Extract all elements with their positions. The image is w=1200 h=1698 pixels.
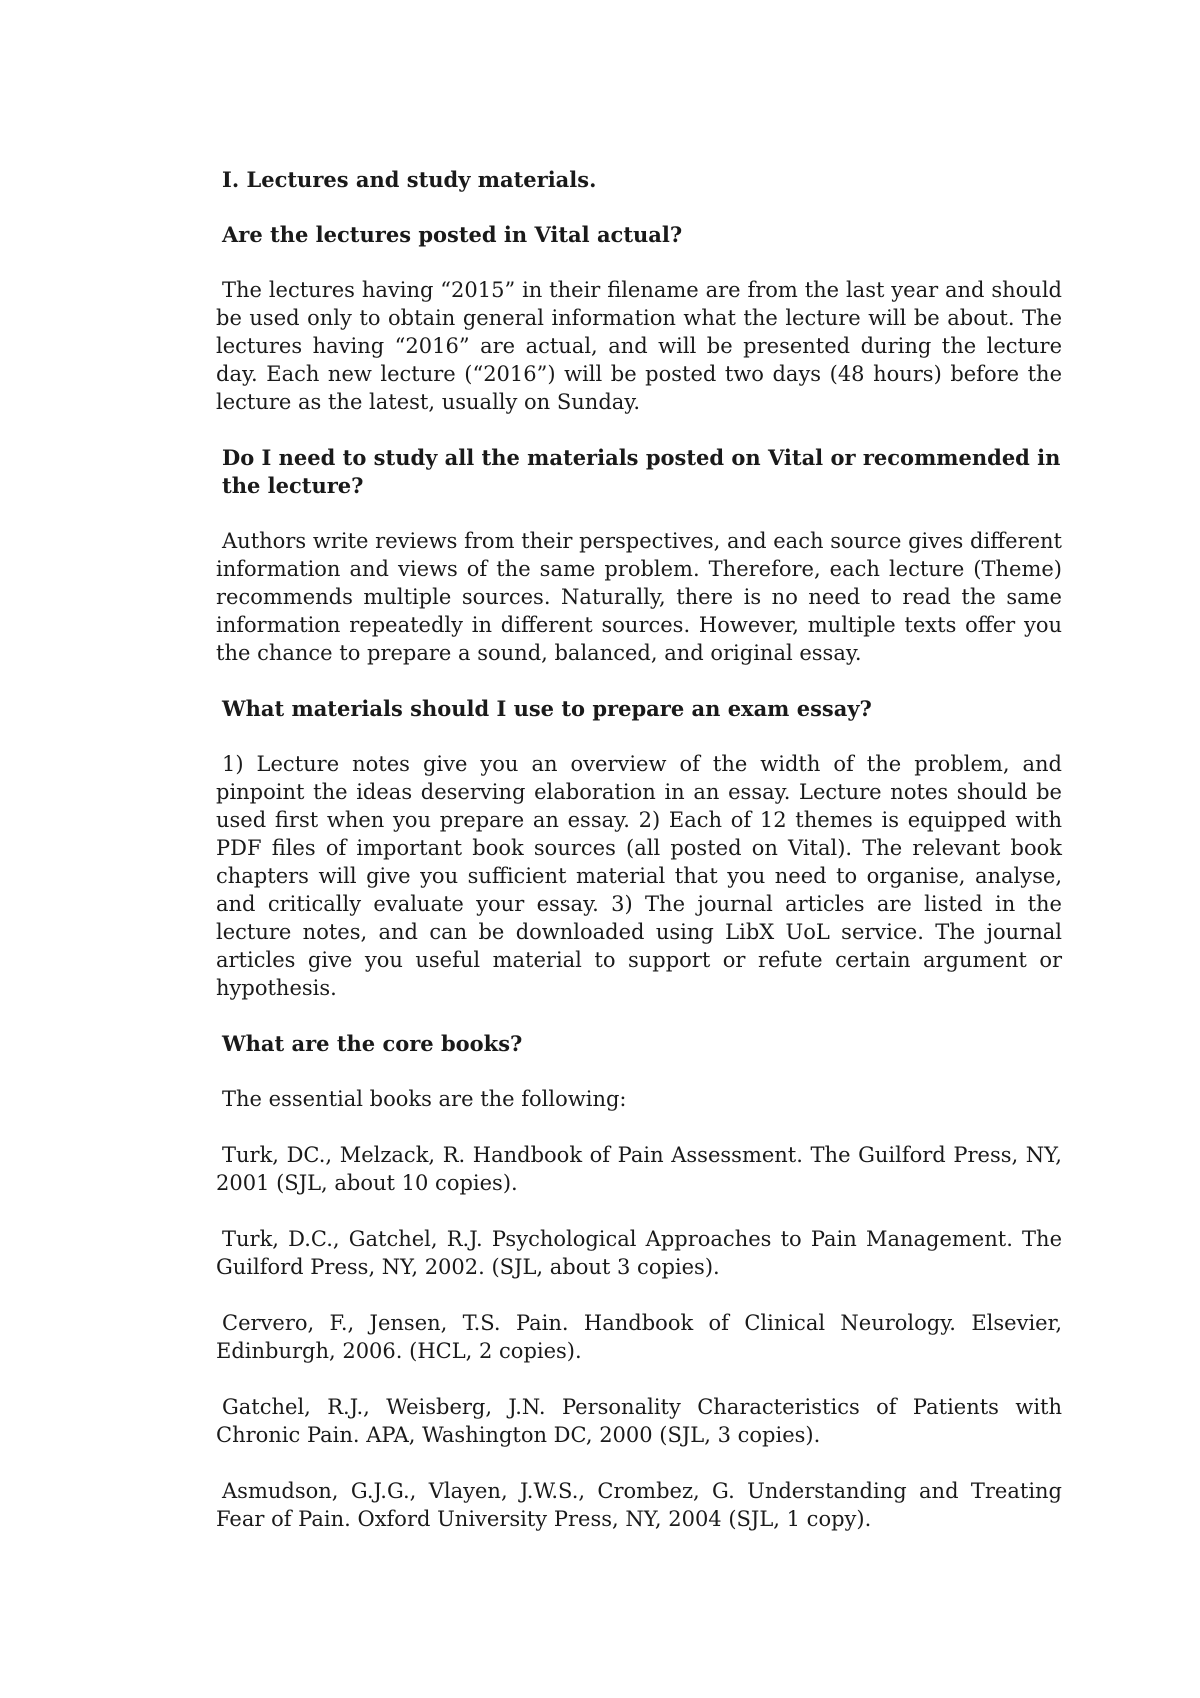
faq-question: Are the lectures posted in Vital actual? bbox=[222, 222, 683, 247]
faq-answer: The lectures having “2015” in their filename are from the last year and should be used only to obtain general information what the lecture will be about. The lectures having “2016” are actual, and will be presented during the lecture day. Each new lecture (“2016”) will be posted two days (48 hours) before the lecture as the latest, usually on Sunday. bbox=[216, 278, 1062, 414]
faq-answer: 1) Lecture notes give you an overview of the width of the problem, and pinpoint the ideas deserving elaboration in an essay. Lecture notes should be used first when you prepare an essay. 2) Each of 12 themes is equipped with PDF files of important book sources (all posted on Vital). The relevant book chapters will give you sufficient material that you need to organise, analyse, and critically evaluate your essay. 3) The journal articles are listed in the lecture notes, and can be downloaded using LibX UoL service. The journal articles give you useful material to support or refute certain argument or hypothesis. bbox=[216, 752, 1062, 1000]
faq-question: What are the core books? bbox=[222, 1031, 523, 1056]
book-reference: Cervero, F., Jensen, T.S. Pain. Handbook of Clinical Neurology. Elsevier, Edinburgh, 2006. (HCL, 2 copies). bbox=[216, 1311, 1062, 1363]
faq-question: Do I need to study all the materials posted on Vital or recommended in the lecture? bbox=[222, 445, 1061, 498]
book-reference: Turk, DC., Melzack, R. Handbook of Pain Assessment. The Guilford Press, NY, 2001 (SJL, about 10 copies). bbox=[216, 1143, 1062, 1195]
section-title: I. Lectures and study materials. bbox=[222, 167, 597, 192]
document-page bbox=[216, 166, 1062, 1561]
faq-answer: The essential books are the following: bbox=[222, 1087, 627, 1111]
faq-answer: Authors write reviews from their perspectives, and each source gives different information and views of the same problem. Therefore, each lecture (Theme) recommends multiple sources. Naturally, there is no need to read the same information repeatedly in different sources. However, multiple texts offer you the chance to prepare a sound, balanced, and original essay. bbox=[216, 529, 1062, 665]
faq-question: What materials should I use to prepare an exam essay? bbox=[222, 696, 872, 721]
book-reference: Turk, D.C., Gatchel, R.J. Psychological Approaches to Pain Management. The Guilford Press, NY, 2002. (SJL, about 3 copies). bbox=[216, 1227, 1062, 1279]
book-reference: Asmudson, G.J.G., Vlayen, J.W.S., Crombez, G. Understanding and Treating Fear of Pain. Oxford University Press, NY, 2004 (SJL, 1 copy). bbox=[216, 1479, 1062, 1531]
book-reference: Gatchel, R.J., Weisberg, J.N. Personality Characteristics of Patients with Chronic Pain. APA, Washington DC, 2000 (SJL, 3 copies). bbox=[216, 1395, 1062, 1447]
